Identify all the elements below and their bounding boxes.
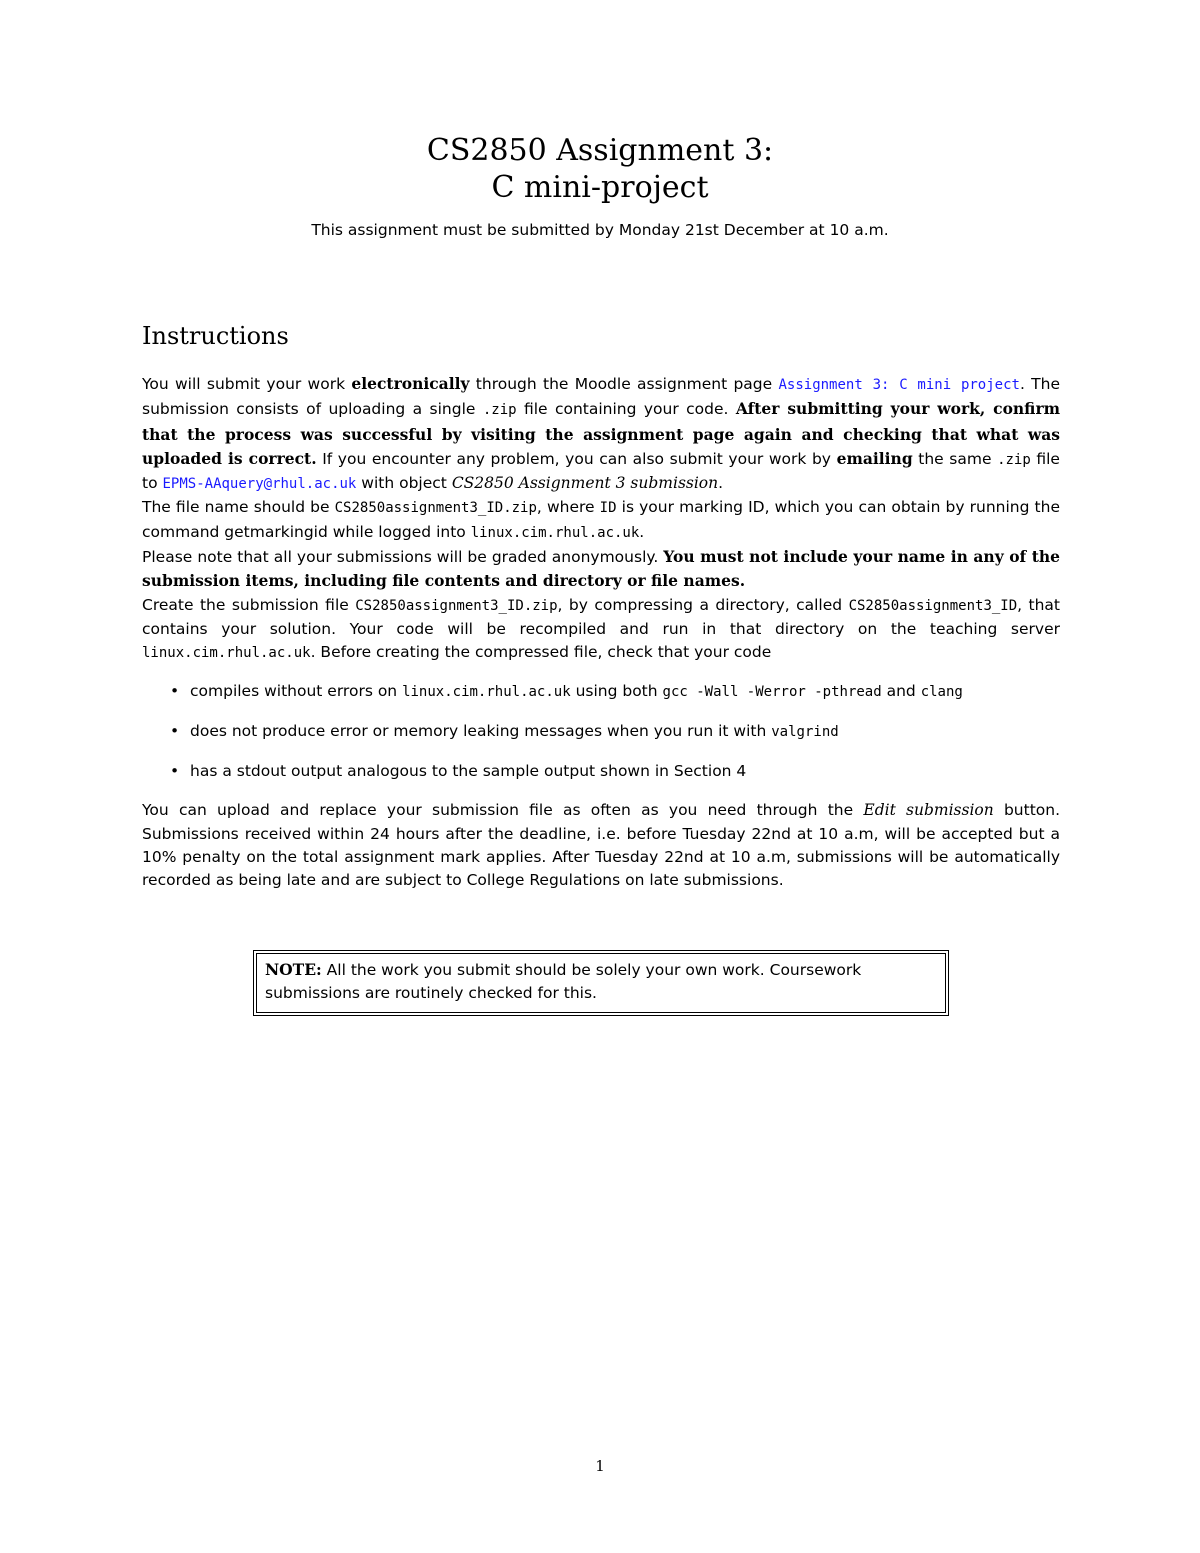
title-line-1: CS2850 Assignment 3:: [426, 133, 774, 168]
list-item: • compiles without errors on linux.cim.rhul.ac.uk using both gcc -Wall -Werror -pthread and clang: [190, 680, 1060, 704]
submission-deadline: This assignment must be submitted by Monday 21st December at 10 a.m.: [311, 221, 889, 239]
note-text: All the work you submit should be solely your own work. Coursework submissions are routinely checked for this.: [265, 961, 862, 1002]
paragraph-create-file: Create the submission file CS2850assignment3_ID.zip, by compressing a directory, called CS2850assignment3_ID, that contains your solution. Your code will be recompiled and run in that directory on the teaching server linux.cim.rhul.ac.uk. Before creating the compressed file, check that your code: [142, 595, 1061, 662]
document-title: [0, 132, 1200, 206]
moodle-assignment-link[interactable]: Assignment 3: C mini project: [778, 377, 1020, 393]
section-heading-instructions: Instructions: [142, 322, 289, 350]
checklist: [142, 680, 1060, 784]
note-label: NOTE:: [265, 960, 322, 979]
paragraph-file-name: The file name should be CS2850assignment3_ID.zip, where ID is your marking ID, which you can obtain by running the command getmarkingid while logged into linux.cim.rhul.ac.uk.: [142, 498, 1060, 541]
paragraph-submission: You will submit your work electronically through the Moodle assignment page Assignment 3: C mini project. The submission consists of uploading a single .zip file containing your code. After submitting your work, confirm that the process was successful by visiting the assignment page again and checking that what was uploaded is correct. If you encounter any problem, you can also submit your work by emailing the same .zip file to EPMS-AAquery@rhul.ac.uk with object CS2850 Assignment 3 submission.: [142, 374, 1061, 493]
list-item: • does not produce error or memory leaking messages when you run it with valgrind: [190, 720, 1060, 744]
list-item: • has a stdout output analogous to the sample output shown in Section 4: [190, 760, 1060, 783]
paragraph-anonymity: Please note that all your submissions will be graded anonymously. You must not include your name in any of the submission items, including file contents and directory or file names.: [142, 547, 1060, 591]
paragraph-late-policy: You can upload and replace your submission file as often as you need through the Edit submission button. Submissions received within 24 hours after the deadline, i.e. before Tuesday 22nd at 10 a.m, will be accepted but a 10% penalty on the total assignment mark applies. After Tuesday 22nd at 10 a.m, submissions will be automatically recorded as being late and are subject to College Regulations on late submissions.: [142, 801, 1061, 890]
instructions-body: [142, 372, 1060, 893]
email-link[interactable]: EPMS-AAquery@rhul.ac.uk: [162, 476, 357, 493]
note-box: [253, 950, 949, 1016]
title-line-2: C mini-project: [491, 170, 709, 205]
page-number: 1: [595, 1457, 605, 1475]
